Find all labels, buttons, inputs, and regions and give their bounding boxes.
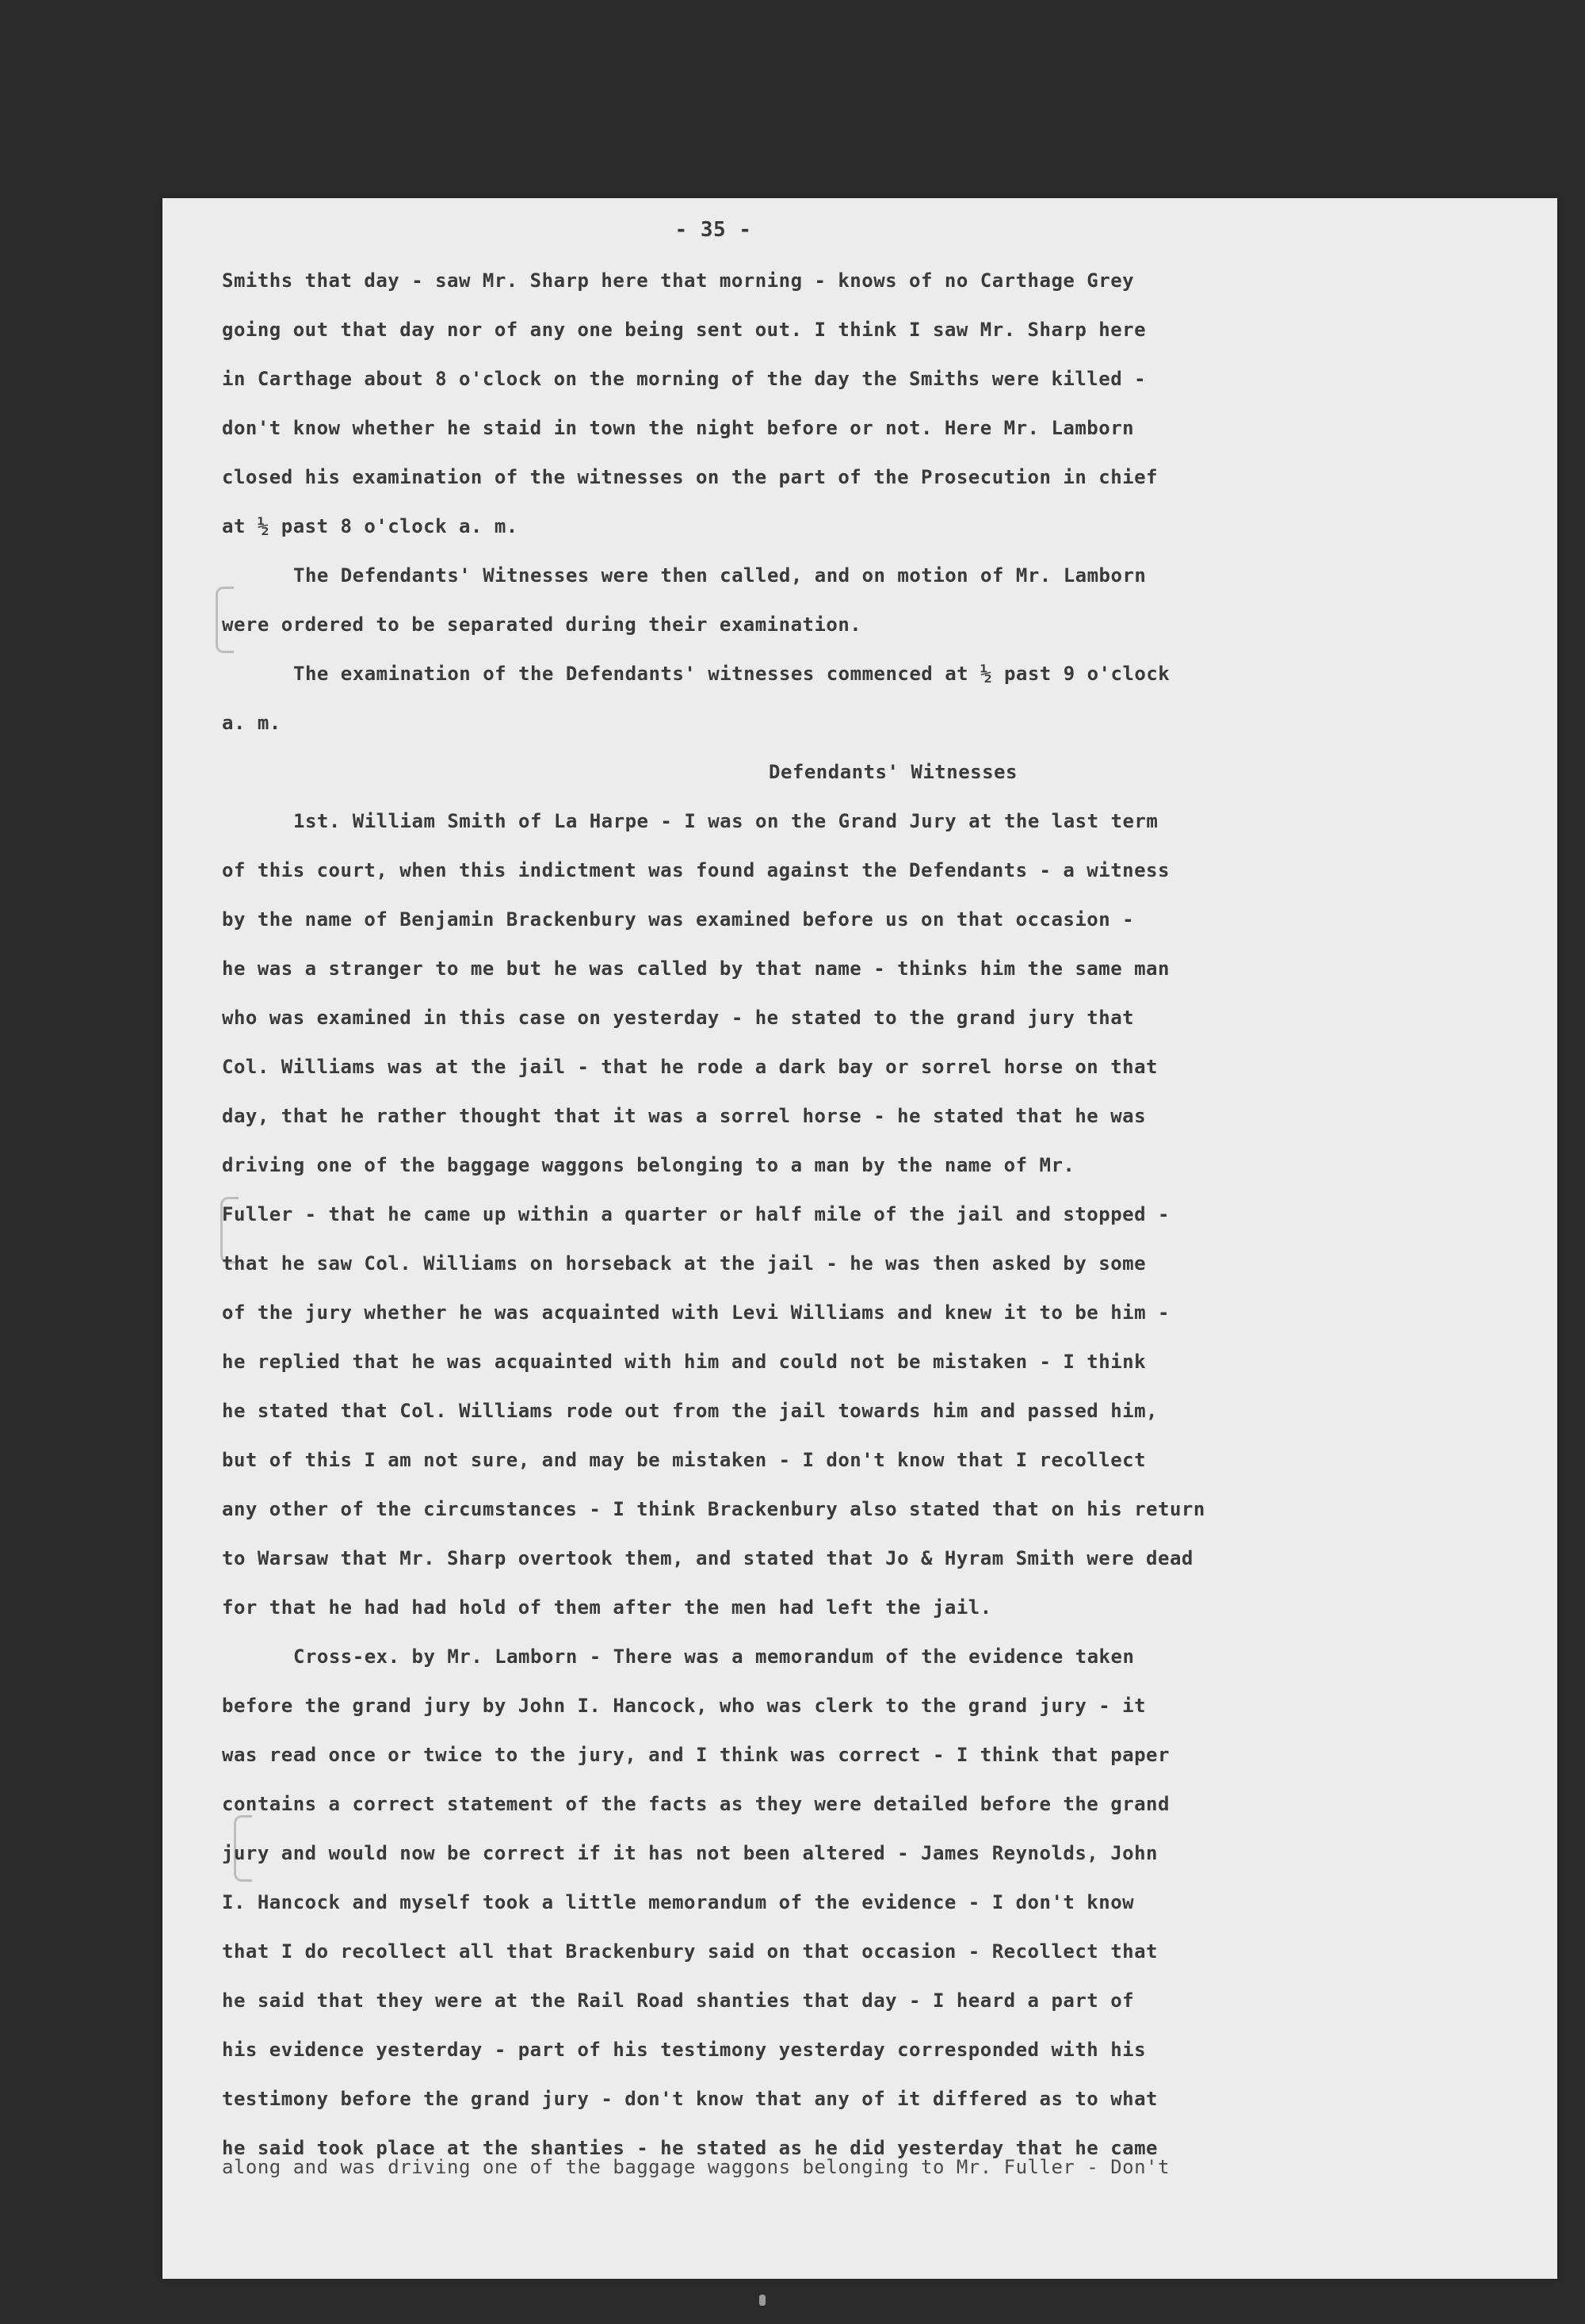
text-line: in Carthage about 8 o'clock on the morning of the day the Smiths were killed - <box>222 368 1147 390</box>
text-line: Cross-ex. by Mr. Lamborn - There was a memorandum of the evidence taken <box>293 1646 1135 1668</box>
text-line: I. Hancock and myself took a little memorandum of the evidence - I don't know <box>222 1891 1135 1913</box>
text-line: he stated that Col. Williams rode out from the jail towards him and passed him, <box>222 1400 1158 1422</box>
text-line: to Warsaw that Mr. Sharp overtook them, and stated that Jo & Hyram Smith were dead <box>222 1547 1194 1569</box>
text-line: for that he had had hold of them after the men had left the jail. <box>222 1596 992 1619</box>
text-line: he was a stranger to me but he was called by that name - thinks him the same man <box>222 958 1170 980</box>
text-line: before the grand jury by John I. Hancock, who was clerk to the grand jury - it <box>222 1695 1147 1717</box>
text-line: that I do recollect all that Brackenbury said on that occasion - Recollect that <box>222 1940 1158 1963</box>
text-line: don't know whether he staid in town the night before or not. Here Mr. Lamborn <box>222 417 1135 439</box>
text-line: his evidence yesterday - part of his testimony yesterday corresponded with his <box>222 2039 1147 2061</box>
text-line: was read once or twice to the jury, and I think was correct - I think that paper <box>222 1744 1170 1766</box>
text-line: testimony before the grand jury - don't know that any of it differed as to what <box>222 2088 1158 2110</box>
text-line: he said that they were at the Rail Road shanties that day - I heard a part of <box>222 1990 1135 2012</box>
text-line: Fuller - that he came up within a quarter or half mile of the jail and stopped - <box>222 1203 1170 1225</box>
text-line: were ordered to be separated during their examination. <box>222 613 862 636</box>
text-line: driving one of the baggage waggons belonging to a man by the name of Mr. <box>222 1154 1075 1176</box>
text-line: jury and would now be correct if it has not been altered - James Reynolds, John <box>222 1842 1158 1864</box>
text-line: closed his examination of the witnesses on the part of the Prosecution in chief <box>222 466 1158 488</box>
text-line: he replied that he was acquainted with him and could not be mistaken - I think <box>222 1351 1147 1373</box>
section-heading: Defendants' Witnesses <box>769 761 1018 783</box>
text-lines <box>222 256 1506 2179</box>
scan-speck <box>759 2295 766 2306</box>
page-number: - 35 - <box>674 218 752 242</box>
text-line: he said took place at the shanties - he stated as he did yesterday that he came <box>222 2137 1158 2159</box>
text-line: that he saw Col. Williams on horseback at the jail - he was then asked by some <box>222 1252 1147 1275</box>
text-line: by the name of Benjamin Brackenbury was examined before us on that occasion - <box>222 908 1135 931</box>
text-line: Col. Williams was at the jail - that he rode a dark bay or sorrel horse on that <box>222 1056 1158 1078</box>
text-line: who was examined in this case on yesterday - he stated to the grand jury that <box>222 1007 1135 1029</box>
text-line: day, that he rather thought that it was a sorrel horse - he stated that he was <box>222 1105 1147 1127</box>
text-line: of this court, when this indictment was found against the Defendants - a witness <box>222 859 1170 881</box>
typed-text-block <box>222 218 1506 2179</box>
text-line: along and was driving one of the baggage waggons belonging to Mr. Fuller - Don't <box>222 2156 1170 2178</box>
text-line: Smiths that day - saw Mr. Sharp here that morning - knows of no Carthage Grey <box>222 269 1135 292</box>
text-line: 1st. William Smith of La Harpe - I was on the Grand Jury at the last term <box>293 810 1159 832</box>
text-line: of the jury whether he was acquainted with Levi Williams and knew it to be him - <box>222 1302 1170 1324</box>
text-line: a. m. <box>222 712 281 734</box>
text-line: The examination of the Defendants' witnesses commenced at ½ past 9 o'clock <box>293 663 1171 685</box>
text-line: going out that day nor of any one being sent out. I think I saw Mr. Sharp here <box>222 319 1147 341</box>
text-line: any other of the circumstances - I think Brackenbury also stated that on his return <box>222 1498 1205 1520</box>
text-line: The Defendants' Witnesses were then called, and on motion of Mr. Lamborn <box>293 564 1147 587</box>
text-line: contains a correct statement of the facts as they were detailed before the grand <box>222 1793 1170 1815</box>
text-line: but of this I am not sure, and may be mistaken - I don't know that I recollect <box>222 1449 1147 1471</box>
text-line: at ½ past 8 o'clock a. m. <box>222 515 518 537</box>
